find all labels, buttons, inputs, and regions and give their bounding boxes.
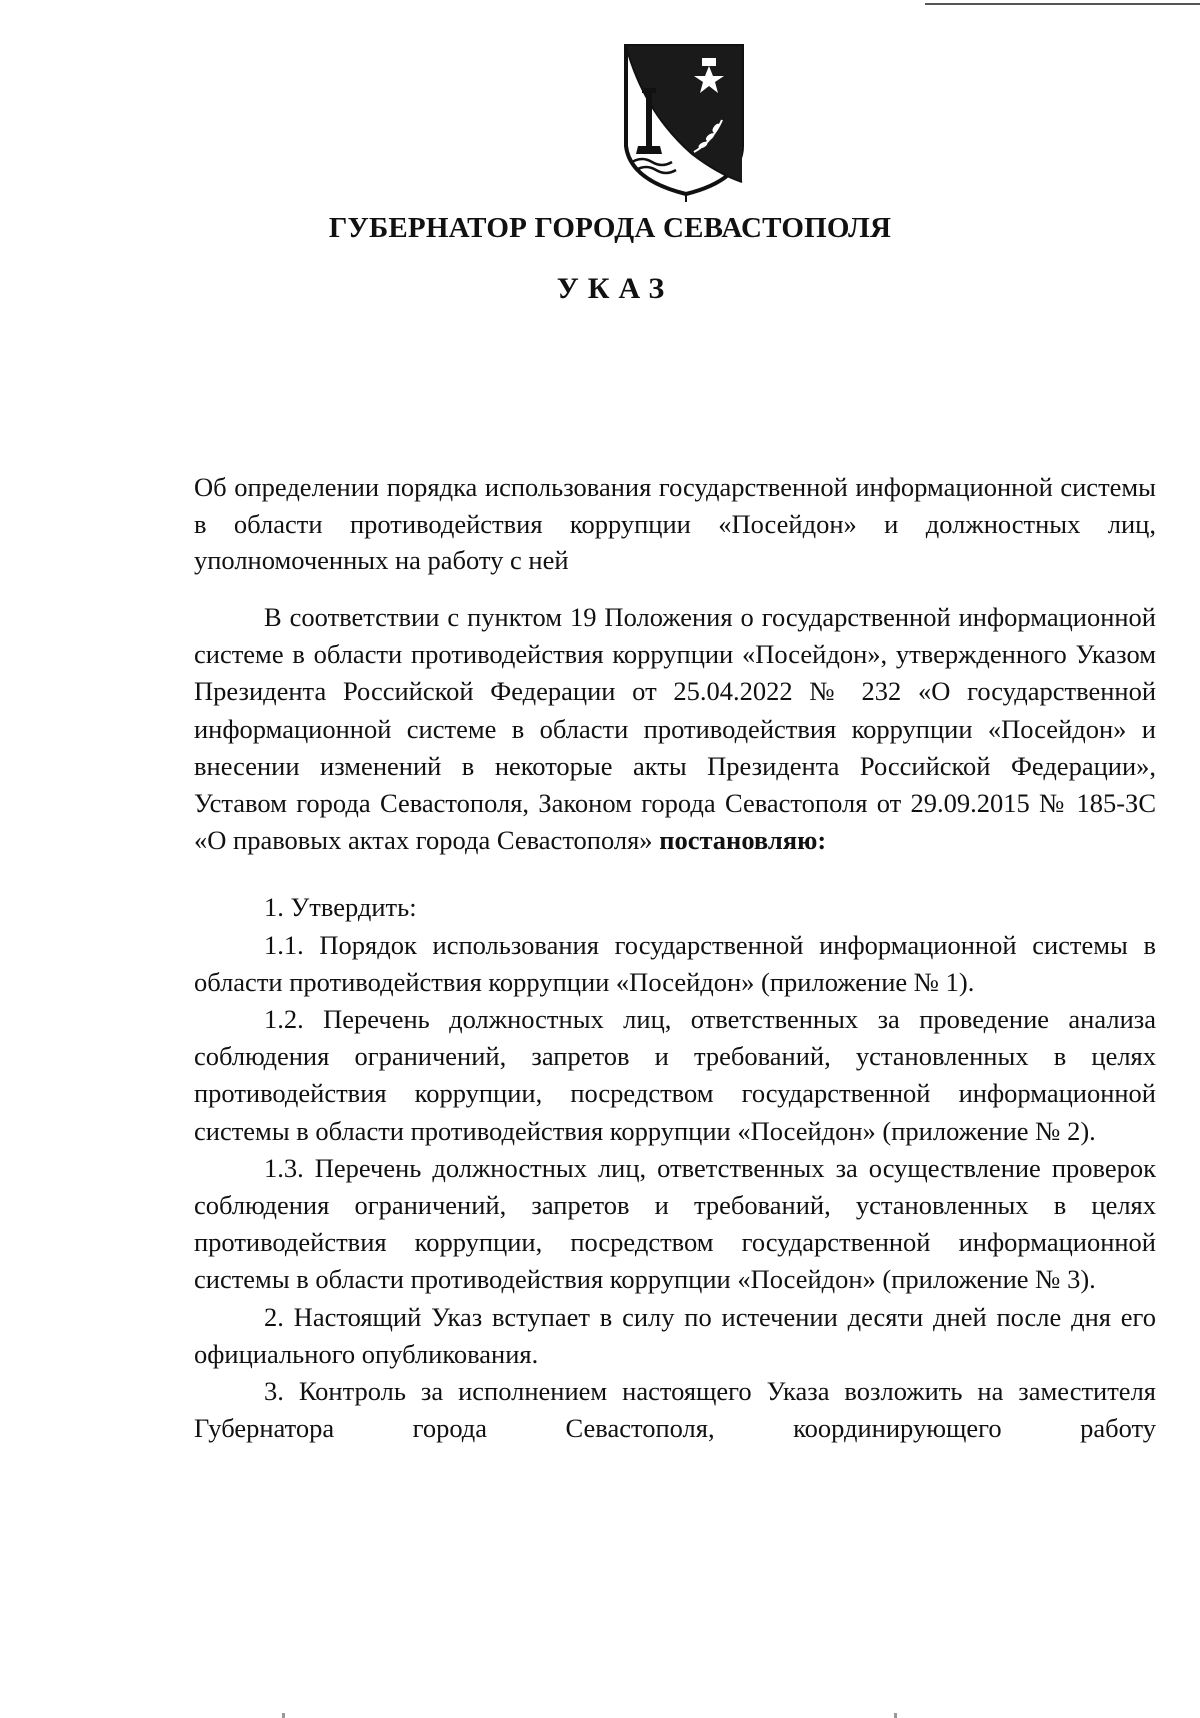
item-3: 3. Контроль за исполнением настоящего Указа возложить на заместителя Губернатора города Севастополя, координирующего работу <box>194 1376 1156 1444</box>
issuing-authority-heading: ГУБЕРНАТОР ГОРОДА СЕВАСТОПОЛЯ <box>328 212 892 244</box>
item-1: 1. Утвердить: <box>264 892 417 923</box>
preamble-text: В соответствии с пунктом 19 Положения о государственной информационной системе в области противодействия коррупции «Посейдон», утвержденного Указом Президента Российской Федерации от 25.04.2022 № 232 «О государственной информационной системе в области противодействия коррупции «Посейдон» и внесении изменений в некоторые акты Президента Российской Федерации», Уставом города Севастополя, Законом города Севастополя от 29.09.2015 № 185-ЗС «О правовых актах города Севастополя» <box>194 602 1156 856</box>
top-rule <box>925 3 1200 5</box>
item-1-1: 1.1. Порядок использования государственной информационной системы в области противодействия коррупции «Посейдон» (приложение № 1). <box>194 929 1156 997</box>
sevastopol-coat-of-arms-icon <box>622 42 746 204</box>
document-type-heading: УКАЗ <box>556 272 674 305</box>
preamble-paragraph <box>194 599 1156 859</box>
item-1-2: 1.2. Перечень должностных лиц, ответственных за проведение анализа соблюдения ограничений, запретов и требований, установленных в целях противодействия коррупции, посредством государственной информационной системы в области противодействия коррупции «Посейдон» (приложение № 2). <box>194 1004 1156 1146</box>
item-2: 2. Настоящий Указ вступает в силу по истечении десяти дней после дня его официального опубликования. <box>194 1301 1156 1369</box>
item-1-3: 1.3. Перечень должностных лиц, ответственных за осуществление проверок соблюдения ограничений, запретов и требований, установленных в целях противодействия коррупции, посредством государственной информационной системы в области противодействия коррупции «Посейдон» (приложение № 3). <box>194 1152 1156 1295</box>
document-body <box>194 599 1156 1447</box>
resolve-word: постановляю: <box>659 825 827 856</box>
scan-edge-marks <box>0 1712 1200 1718</box>
document-subject: Об определении порядка использования государственной информационной системы в области противодействия коррупции «Посейдон» и должностных лиц, уполномоченных на работу с ней <box>194 472 1156 575</box>
